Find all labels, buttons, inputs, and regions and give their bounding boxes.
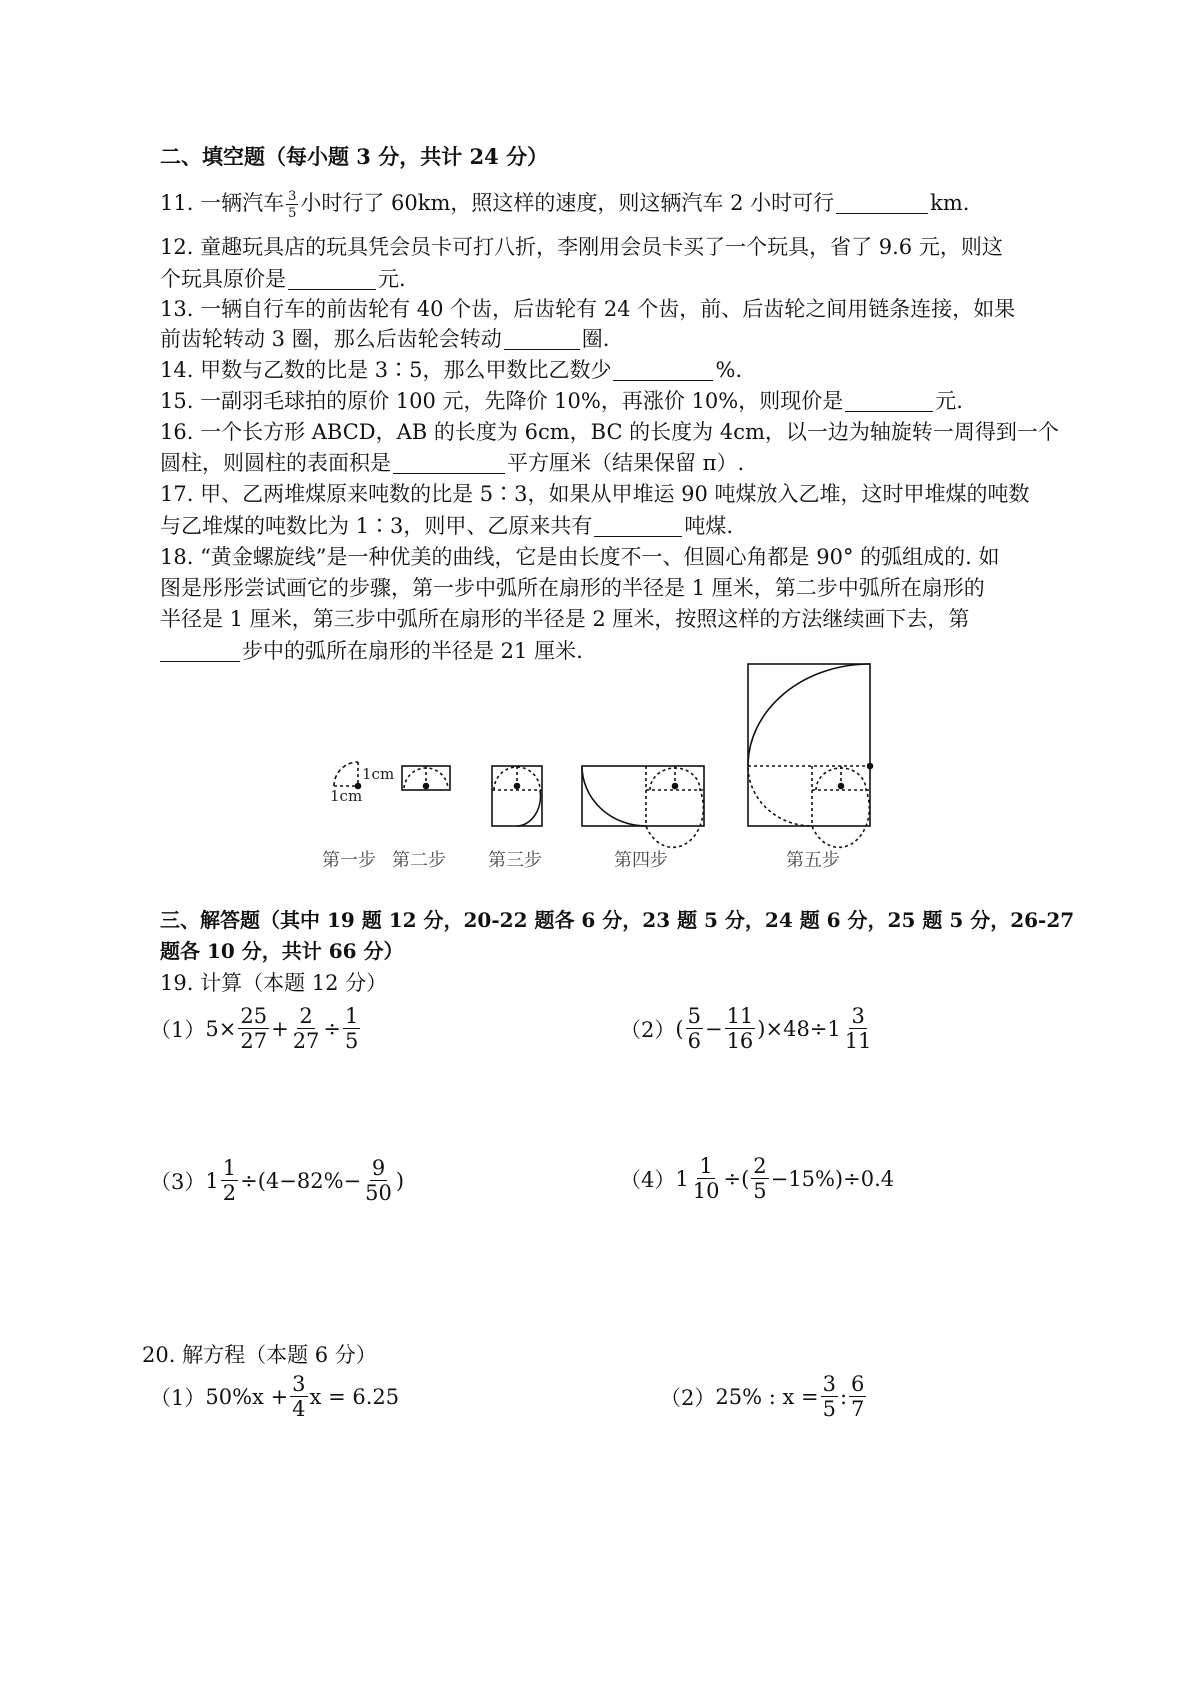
q12-text-a: 个玩具原价是 bbox=[160, 267, 286, 291]
step-label-5: 第五步 bbox=[786, 850, 840, 871]
q11-text-a: 11. 一辆汽车 bbox=[160, 191, 285, 215]
q20-part2 bbox=[660, 1374, 868, 1420]
step1-arc bbox=[334, 762, 358, 786]
q19-p1-frac2 bbox=[291, 1006, 322, 1052]
frac-den: 10 bbox=[692, 1179, 720, 1203]
question-18-line2: 图是彤彤尝试画它的步骤，第一步中弧所在扇形的半径是 1 厘米，第二步中弧所在扇形的 bbox=[160, 576, 985, 600]
section3-heading-line1: 三、解答题（其中 19 题 12 分，20-22 题各 6 分，23 题 5 分，24 题 6 分，25 题 5 分，26-27 bbox=[160, 908, 1075, 932]
q14-text-b: %. bbox=[715, 358, 743, 382]
figure-label-1cm-a: 1cm bbox=[362, 765, 395, 783]
frac-num: 2 bbox=[299, 1004, 313, 1028]
step3-arc bbox=[517, 790, 540, 826]
figure-step1 bbox=[334, 762, 361, 789]
q19-p1-frac1 bbox=[238, 1006, 269, 1052]
q19-p1-op2: ÷ bbox=[323, 1017, 342, 1041]
step-label-2: 第二步 bbox=[392, 850, 446, 871]
figure-step4 bbox=[582, 766, 704, 847]
frac-num: 3 bbox=[292, 1372, 306, 1396]
figure-step3 bbox=[492, 766, 542, 826]
q19-p2-label: （2） bbox=[620, 1018, 676, 1042]
frac-den: 7 bbox=[851, 1397, 865, 1421]
q12-text-b: 元. bbox=[378, 267, 406, 291]
q20-p1-frac bbox=[290, 1374, 307, 1420]
q19-part4 bbox=[620, 1156, 894, 1202]
step5-rect bbox=[748, 664, 870, 826]
q20-part1 bbox=[150, 1374, 399, 1420]
q11-text-b: 小时行了 60km，照这样的速度，则这辆汽车 2 小时可行 bbox=[300, 191, 835, 215]
step2-center bbox=[424, 784, 429, 789]
q19-p3-frac1 bbox=[221, 1158, 238, 1204]
q19-p3-text-b: ÷(4−82%− bbox=[240, 1169, 362, 1193]
q19-p1-label: （1） bbox=[150, 1018, 206, 1042]
q19-part2 bbox=[620, 1006, 876, 1052]
step5-center bbox=[839, 784, 844, 789]
frac-den: 27 bbox=[292, 1029, 320, 1053]
q20-p2-op: : bbox=[839, 1385, 848, 1409]
figure-label-1cm-b: 1cm bbox=[330, 787, 363, 805]
q20-p1-label: （1） bbox=[150, 1386, 206, 1410]
step-label-4: 第四步 bbox=[614, 850, 668, 871]
q19-p1-op1: + bbox=[271, 1017, 289, 1041]
q20-p2-text-a: 25% : x = bbox=[715, 1385, 819, 1409]
q17-text-b: 吨煤. bbox=[684, 514, 734, 538]
q19-p4-text-b: ÷( bbox=[723, 1167, 750, 1191]
q19-p3-text-a: 1 bbox=[205, 1169, 219, 1193]
q19-p4-frac1 bbox=[691, 1156, 722, 1202]
question-12-line1: 12. 童趣玩具店的玩具凭会员卡可打八折，李刚用会员卡买了一个玩具，省了 9.6 元，则这 bbox=[160, 235, 1003, 259]
frac-num: 5 bbox=[687, 1004, 701, 1028]
q19-p2-frac3 bbox=[843, 1006, 874, 1052]
q19-p3-text-c: ) bbox=[395, 1169, 405, 1193]
q11-frac-den: 5 bbox=[288, 205, 297, 221]
q20-p2-frac1 bbox=[821, 1374, 838, 1420]
q19-p1-frac3 bbox=[343, 1006, 360, 1052]
frac-num: 25 bbox=[240, 1004, 268, 1028]
figure-step2 bbox=[402, 766, 450, 790]
q19-p3-frac2 bbox=[363, 1158, 394, 1204]
frac-den: 5 bbox=[753, 1179, 767, 1203]
q19-p2-frac1 bbox=[686, 1006, 703, 1052]
frac-num: 1 bbox=[345, 1004, 359, 1028]
q19-p4-text-c: −15%)÷0.4 bbox=[770, 1167, 895, 1191]
question-20-title: 20. 解方程（本题 6 分） bbox=[142, 1343, 377, 1367]
frac-num: 3 bbox=[822, 1372, 836, 1396]
step5-arc bbox=[748, 664, 870, 766]
frac-den: 50 bbox=[365, 1181, 392, 1205]
q19-p4-text-a: 1 bbox=[675, 1167, 689, 1191]
q17-text-a: 与乙堆煤的吨数比为 1∶3，则甲、乙原来共有 bbox=[160, 514, 593, 538]
frac-num: 2 bbox=[753, 1154, 767, 1178]
q19-part3 bbox=[150, 1158, 404, 1204]
q19-p2-text-b: )×48÷1 bbox=[757, 1017, 841, 1041]
question-16-line1: 16. 一个长方形 ABCD，AB 的长度为 6cm，BC 的长度为 4cm，以一边为轴旋转一周得到一个 bbox=[160, 420, 1059, 444]
q20-p1-text-b: x = 6.25 bbox=[309, 1385, 400, 1409]
section3-heading-line2: 题各 10 分，共计 66 分） bbox=[160, 939, 404, 963]
q19-p2-op1: − bbox=[704, 1017, 723, 1041]
step4-arc bbox=[582, 766, 646, 826]
question-19-title: 19. 计算（本题 12 分） bbox=[160, 971, 388, 995]
frac-num: 6 bbox=[851, 1372, 865, 1396]
q11-text-c: km. bbox=[930, 191, 970, 215]
frac-den: 5 bbox=[822, 1397, 836, 1421]
q19-part1 bbox=[150, 1006, 362, 1052]
figure-step5 bbox=[748, 664, 873, 847]
frac-den: 5 bbox=[345, 1029, 359, 1053]
question-13-line1: 13. 一辆自行车的前齿轮有 40 个齿，后齿轮有 24 个齿，前、后齿轮之间用链条连接，如果 bbox=[160, 297, 1016, 321]
q19-p2-frac2 bbox=[725, 1006, 756, 1052]
step5-arc-dashed bbox=[748, 766, 869, 847]
q18-text-b: 步中的弧所在扇形的半径是 21 厘米. bbox=[242, 639, 583, 663]
question-18-line1: 18. “黄金螺旋线”是一种优美的曲线，它是由长度不一、但圆心角都是 90° 的弧组成的. 如 bbox=[160, 545, 1000, 569]
q19-p3-label: （3） bbox=[150, 1170, 206, 1194]
frac-num: 9 bbox=[371, 1156, 386, 1180]
step3-center bbox=[515, 784, 520, 789]
frac-num: 11 bbox=[726, 1004, 754, 1028]
q13-text-a: 前齿轮转动 3 圈，那么后齿轮会转动 bbox=[160, 327, 502, 351]
frac-den: 4 bbox=[292, 1397, 306, 1421]
q19-p1-text: 5× bbox=[205, 1017, 237, 1041]
q14-text-a: 14. 甲数与乙数的比是 3∶5，那么甲数比乙数少 bbox=[160, 358, 612, 382]
q15-text-a: 15. 一副羽毛球拍的原价 100 元，先降价 10%，再涨价 10%，则现价是 bbox=[160, 389, 844, 413]
q15-text-b: 元. bbox=[935, 389, 963, 413]
step4-center bbox=[673, 784, 678, 789]
step-label-3: 第三步 bbox=[488, 850, 542, 871]
q16-text-b: 平方厘米（结果保留 π）. bbox=[507, 451, 745, 475]
frac-num: 1 bbox=[699, 1154, 713, 1178]
step5-point bbox=[868, 764, 873, 769]
question-18-line3: 半径是 1 厘米，第三步中弧所在扇形的半径是 2 厘米，按照这样的方法继续画下去，第 bbox=[160, 607, 970, 631]
q19-p4-label: （4） bbox=[620, 1168, 676, 1192]
q19-p2-text-a: ( bbox=[675, 1017, 684, 1041]
frac-num: 3 bbox=[851, 1004, 865, 1028]
q19-p4-frac2 bbox=[751, 1156, 768, 1202]
section2-heading: 二、填空题（每小题 3 分，共计 24 分） bbox=[160, 144, 549, 169]
frac-den: 6 bbox=[687, 1029, 701, 1053]
frac-num: 1 bbox=[222, 1156, 237, 1180]
q20-p2-label: （2） bbox=[660, 1386, 716, 1410]
q20-p1-text-a: 50%x + bbox=[205, 1385, 289, 1409]
step-label-1: 第一步 bbox=[322, 850, 376, 871]
q11-frac-num: 3 bbox=[288, 188, 297, 204]
q20-p2-frac2 bbox=[849, 1374, 866, 1420]
frac-den: 27 bbox=[240, 1029, 268, 1053]
q13-text-b: 圈. bbox=[581, 327, 610, 351]
question-17-line1: 17. 甲、乙两堆煤原来吨数的比是 5∶3，如果从甲堆运 90 吨煤放入乙堆，这时甲堆煤的吨数 bbox=[160, 482, 1030, 506]
q16-text-a: 圆柱，则圆柱的表面积是 bbox=[160, 451, 391, 475]
frac-den: 2 bbox=[222, 1181, 237, 1205]
step4-rect bbox=[582, 766, 704, 826]
frac-den: 11 bbox=[844, 1029, 872, 1053]
frac-den: 16 bbox=[726, 1029, 754, 1053]
